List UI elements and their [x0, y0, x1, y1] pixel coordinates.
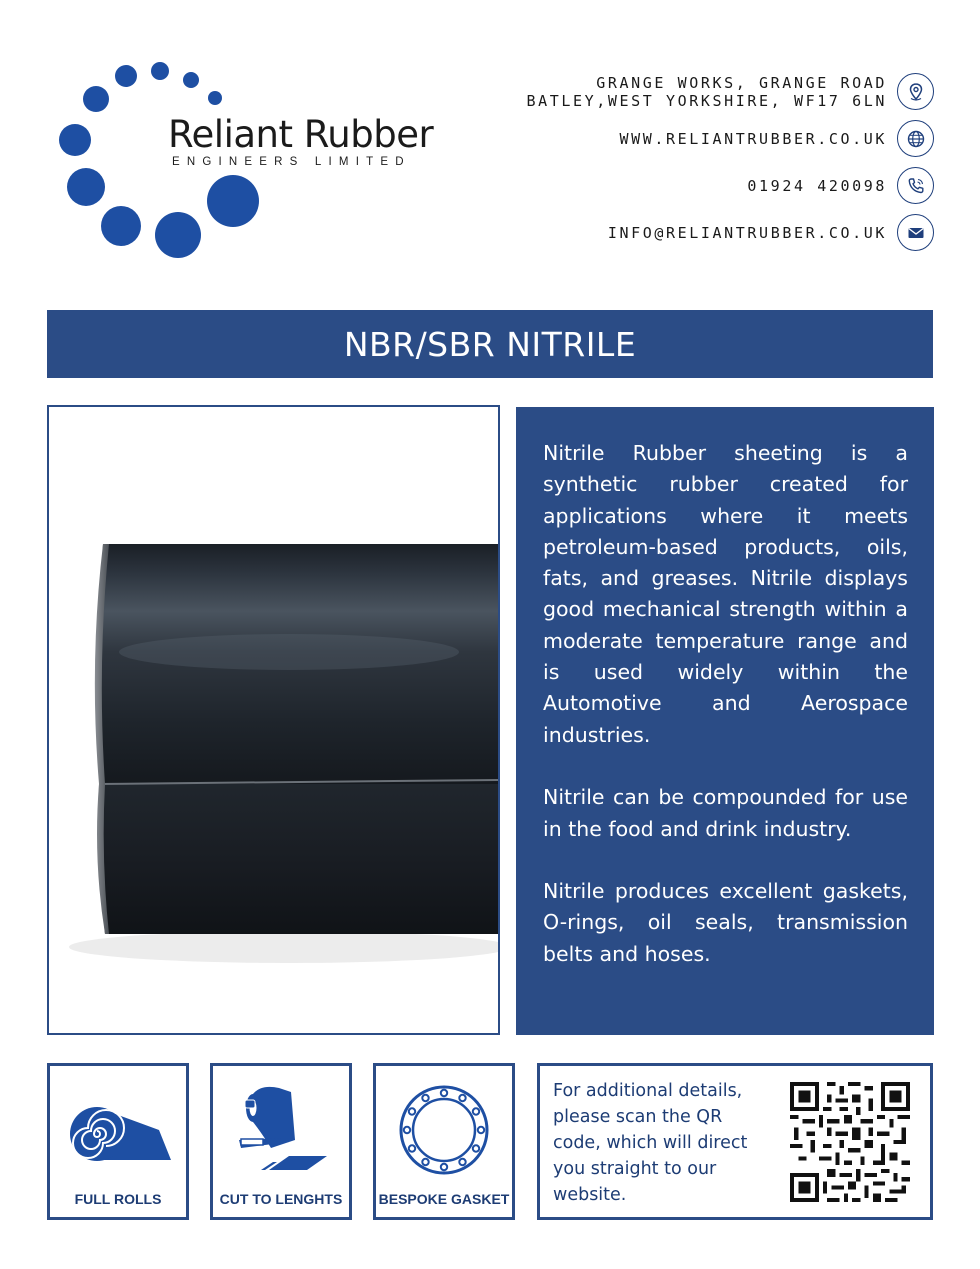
- feature-label: BESPOKE GASKET: [378, 1191, 510, 1207]
- address-row: [414, 68, 934, 115]
- company-name: Reliant Rubber: [168, 113, 434, 156]
- feature-cut-to-lengths: [210, 1063, 352, 1220]
- website-row: [414, 115, 934, 162]
- location-pin-icon: [897, 73, 934, 110]
- company-subtitle: ENGINEERS LIMITED: [172, 156, 411, 168]
- product-photo: [47, 405, 500, 1035]
- company-logo: [50, 55, 470, 265]
- feature-full-rolls: [47, 1063, 189, 1220]
- description-paragraph: Nitrile can be compounded for use in the food and drink industry.: [543, 785, 908, 841]
- cutting-knife-icon: [213, 1074, 349, 1186]
- phone-number[interactable]: 01924 420098: [747, 176, 887, 195]
- feature-bespoke-gasket: [373, 1063, 515, 1220]
- globe-icon: [897, 120, 934, 157]
- description-panel: [516, 407, 934, 1035]
- description-paragraph: Nitrile Rubber sheeting is a synthetic rubber created for applications where it meets petroleum-based products, oils, fats, and greases. Nitrile displays good mechanical strength within a moderate temperature range and is used widely within the Automotive and Aerospace industries.: [543, 441, 908, 747]
- feature-label: FULL ROLLS: [74, 1191, 162, 1207]
- address-line1: GRANGE WORKS, GRANGE ROAD: [596, 73, 887, 92]
- email-address[interactable]: INFO@RELIANTRUBBER.CO.UK: [607, 223, 887, 242]
- rubber-roll-icon: [50, 1074, 186, 1186]
- rubber-roll-photo: [49, 407, 498, 1033]
- phone-row: [414, 162, 934, 209]
- address-line2: BATLEY,WEST YORKSHIRE, WF17 6LN: [526, 91, 887, 110]
- description-paragraph: Nitrile produces excellent gaskets, O-rings, oil seals, transmission belts and hoses.: [543, 879, 908, 966]
- gasket-icon: [376, 1074, 512, 1186]
- contact-block: [414, 68, 934, 256]
- qr-code-icon[interactable]: [790, 1082, 910, 1202]
- envelope-icon: [897, 214, 934, 251]
- page-title: NBR/SBR NITRILE: [47, 310, 933, 378]
- email-row: [414, 209, 934, 256]
- address-text: [526, 74, 887, 110]
- qr-info-box: [537, 1063, 933, 1220]
- feature-label: CUT TO LENGHTS: [219, 1191, 343, 1207]
- qr-description: For additional details, please scan the QR code, which will direct you straight to our website.: [553, 1081, 748, 1205]
- phone-icon: [897, 167, 934, 204]
- website-link[interactable]: WWW.RELIANTRUBBER.CO.UK: [619, 129, 887, 148]
